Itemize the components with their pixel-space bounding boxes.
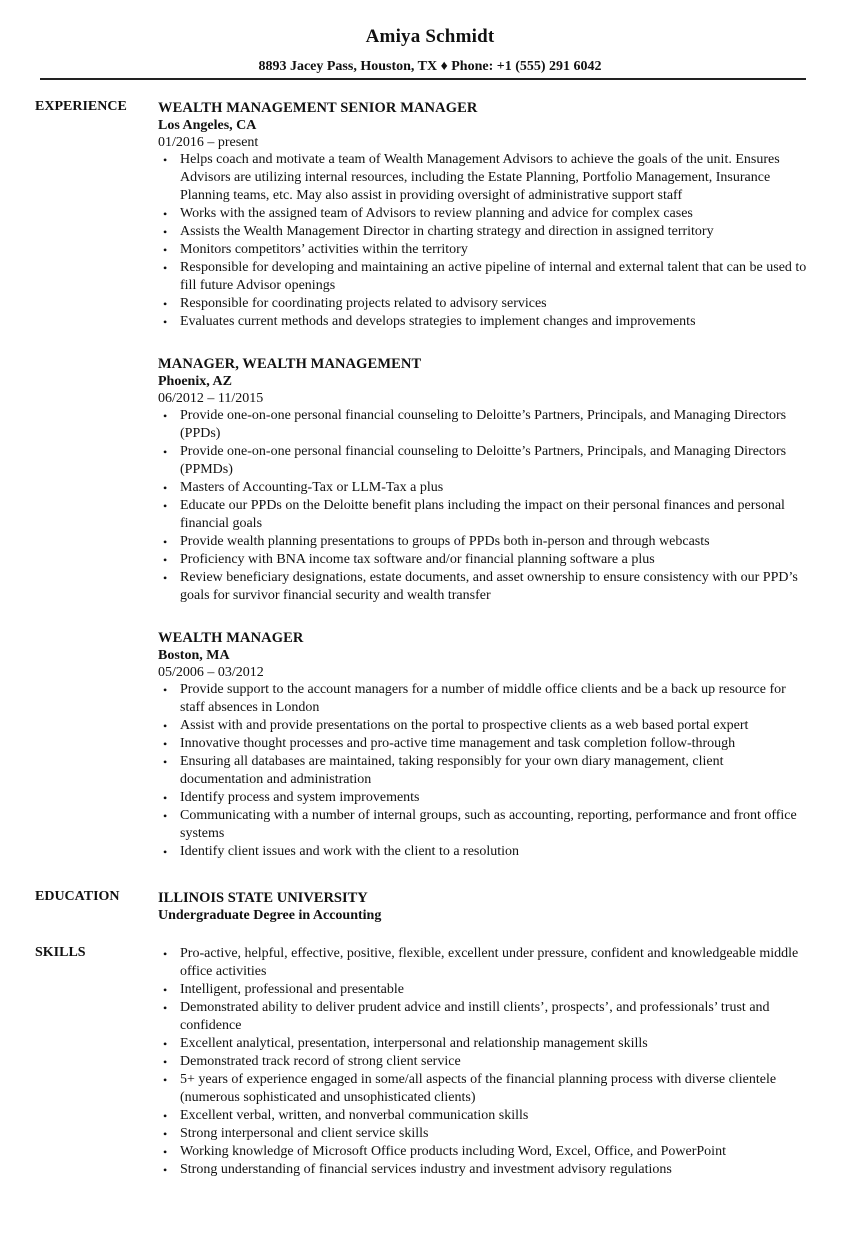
bullet-text: Demonstrated track record of strong client service [180, 1054, 461, 1069]
job-title: WEALTH MANAGER [158, 630, 304, 646]
bullet-text: Masters of Accounting-Tax or LLM-Tax a plus [180, 480, 444, 495]
bullet-text: Strong understanding of financial services industry and investment advisory regulations [180, 1162, 672, 1177]
bullet-text: Provide support to the account managers for a number of middle office clients and be a back up resource for staff absences in London [180, 682, 786, 715]
bullet-text: Communicating with a number of internal groups, such as accounting, reporting, performance and front office systems [180, 808, 797, 841]
list-item [158, 551, 808, 569]
bullet-icon: • [163, 1037, 168, 1051]
bullet-text: Excellent analytical, presentation, interpersonal and relationship management skills [180, 1036, 648, 1051]
bullet-icon: • [163, 315, 168, 329]
list-item [158, 1053, 808, 1071]
bullet-text: Assists the Wealth Management Director in charting strategy and direction in assigned territory [180, 224, 714, 239]
bullet-icon: • [163, 535, 168, 549]
list-item [158, 259, 808, 295]
job-entry [158, 99, 808, 331]
bullet-icon: • [163, 1127, 168, 1141]
list-item [158, 981, 808, 999]
bullet-text: Provide one-on-one personal financial counseling to Deloitte’s Partners, Principals, and Managing Directors (PPDs) [180, 408, 787, 441]
bullet-icon: • [163, 755, 168, 769]
list-item [158, 753, 808, 789]
bullet-icon: • [163, 1055, 168, 1069]
bullet-icon: • [163, 719, 168, 733]
job-location: Phoenix, AZ [158, 374, 232, 389]
bullet-icon: • [163, 153, 168, 167]
bullet-text: 5+ years of experience engaged in some/all aspects of the financial planning process with diverse clientele (numerous sophisticated and unsophisticated clients) [180, 1072, 777, 1105]
bullet-icon: • [163, 243, 168, 257]
bullet-icon: • [163, 1109, 168, 1123]
bullet-text: Identify process and system improvements [180, 790, 420, 805]
list-item [158, 681, 808, 717]
section-label-education: EDUCATION [35, 889, 120, 904]
bullet-text: Evaluates current methods and develops strategies to implement changes and improvements [180, 314, 696, 329]
list-item [158, 497, 808, 533]
bullet-text: Intelligent, professional and presentable [180, 982, 404, 997]
bullet-icon: • [163, 791, 168, 805]
list-item [158, 843, 808, 861]
list-item [158, 1125, 808, 1143]
bullet-icon: • [163, 683, 168, 697]
bullet-icon: • [163, 1073, 168, 1087]
section-label-experience: EXPERIENCE [35, 99, 127, 114]
list-item [158, 735, 808, 753]
bullet-text: Assist with and provide presentations on the portal to prospective clients as a web based portal expert [180, 718, 749, 733]
bullet-icon: • [163, 553, 168, 567]
list-item [158, 999, 808, 1035]
job-bullet-list [158, 681, 808, 861]
job-bullet-list [158, 407, 808, 605]
bullet-icon: • [163, 1163, 168, 1177]
list-item [158, 241, 808, 259]
header-divider [40, 78, 806, 80]
candidate-name: Amiya Schmidt [365, 26, 495, 47]
job-entry [158, 355, 808, 605]
bullet-text: Innovative thought processes and pro-active time management and task completion follow-through [180, 736, 736, 751]
bullet-text: Ensuring all databases are maintained, taking responsibly for your own diary management, client documentation and administration [180, 754, 724, 787]
degree-name: Undergraduate Degree in Accounting [158, 908, 382, 923]
bullet-text: Monitors competitors’ activities within the territory [180, 242, 468, 257]
list-item [158, 533, 808, 551]
school-name: ILLINOIS STATE UNIVERSITY [158, 890, 368, 906]
bullet-text: Helps coach and motivate a team of Wealth Management Advisors to achieve the goals of the unit. Ensures Advisors are utilizing internal resources, including the Estate Planning, Portfolio Management, Insurance Planning teams, etc. May also assist in providing oversight of administrative support staff [180, 152, 780, 203]
contact-line: 8893 Jacey Pass, Houston, TX ♦ Phone: +1 (555) 291 6042 [258, 59, 602, 74]
bullet-icon: • [163, 409, 168, 423]
bullet-text: Responsible for coordinating projects related to advisory services [180, 296, 547, 311]
job-dates: 01/2016 – present [158, 135, 259, 150]
list-item [158, 1161, 808, 1179]
bullet-icon: • [163, 983, 168, 997]
bullet-text: Provide wealth planning presentations to groups of PPDs both in-person and through webcasts [180, 534, 710, 549]
skills-entry [158, 945, 808, 1179]
bullet-icon: • [163, 737, 168, 751]
bullet-icon: • [163, 845, 168, 859]
list-item [158, 443, 808, 479]
bullet-text: Excellent verbal, written, and nonverbal communication skills [180, 1108, 529, 1123]
list-item [158, 223, 808, 241]
list-item [158, 479, 808, 497]
bullet-icon: • [163, 481, 168, 495]
bullet-text: Educate our PPDs on the Deloitte benefit plans including the impact on their personal finances and personal financial goals [180, 498, 785, 531]
bullet-icon: • [163, 445, 168, 459]
job-dates: 06/2012 – 11/2015 [158, 391, 264, 406]
section-label-skills: SKILLS [35, 945, 86, 960]
list-item [158, 717, 808, 735]
bullet-icon: • [163, 1001, 168, 1015]
bullet-icon: • [163, 499, 168, 513]
education-entry [158, 889, 808, 925]
job-bullet-list [158, 151, 808, 331]
job-entry [158, 629, 808, 861]
list-item [158, 295, 808, 313]
bullet-text: Works with the assigned team of Advisors to review planning and advice for complex cases [180, 206, 693, 221]
bullet-icon: • [163, 297, 168, 311]
job-title: MANAGER, WEALTH MANAGEMENT [158, 356, 422, 372]
list-item [158, 407, 808, 443]
list-item [158, 1035, 808, 1053]
bullet-text: Strong interpersonal and client service skills [180, 1126, 429, 1141]
job-dates: 05/2006 – 03/2012 [158, 665, 264, 680]
list-item [158, 569, 808, 605]
bullet-text: Proficiency with BNA income tax software and/or financial planning software a plus [180, 552, 655, 567]
job-location: Boston, MA [158, 648, 230, 663]
bullet-icon: • [163, 947, 168, 961]
bullet-icon: • [163, 225, 168, 239]
bullet-text: Pro-active, helpful, effective, positive, flexible, excellent under pressure, confident and knowledgeable middle office activities [180, 946, 799, 979]
job-location: Los Angeles, CA [158, 118, 257, 133]
list-item [158, 313, 808, 331]
list-item [158, 789, 808, 807]
bullet-text: Identify client issues and work with the client to a resolution [180, 844, 520, 859]
bullet-icon: • [163, 571, 168, 585]
list-item [158, 807, 808, 843]
list-item [158, 1107, 808, 1125]
bullet-text: Responsible for developing and maintaining an active pipeline of internal and external talent that can be used to fill future Advisor openings [180, 260, 807, 293]
bullet-text: Working knowledge of Microsoft Office products including Word, Excel, Office, and PowerPoint [180, 1144, 726, 1159]
job-title: WEALTH MANAGEMENT SENIOR MANAGER [158, 100, 478, 116]
bullet-text: Review beneficiary designations, estate documents, and asset ownership to ensure consistency with our PPD’s goals for survivor financial security and wealth transfer [180, 570, 798, 603]
bullet-icon: • [163, 207, 168, 221]
bullet-text: Demonstrated ability to deliver prudent advice and instill clients’, prospects’, and professionals’ trust and confidence [180, 1000, 770, 1033]
list-item [158, 205, 808, 223]
list-item [158, 1071, 808, 1107]
skills-bullet-list [158, 945, 808, 1179]
list-item [158, 1143, 808, 1161]
bullet-text: Provide one-on-one personal financial counseling to Deloitte’s Partners, Principals, and Managing Directors (PPMDs) [180, 444, 787, 477]
bullet-icon: • [163, 809, 168, 823]
bullet-icon: • [163, 1145, 168, 1159]
list-item [158, 945, 808, 981]
bullet-icon: • [163, 261, 168, 275]
list-item [158, 151, 808, 205]
